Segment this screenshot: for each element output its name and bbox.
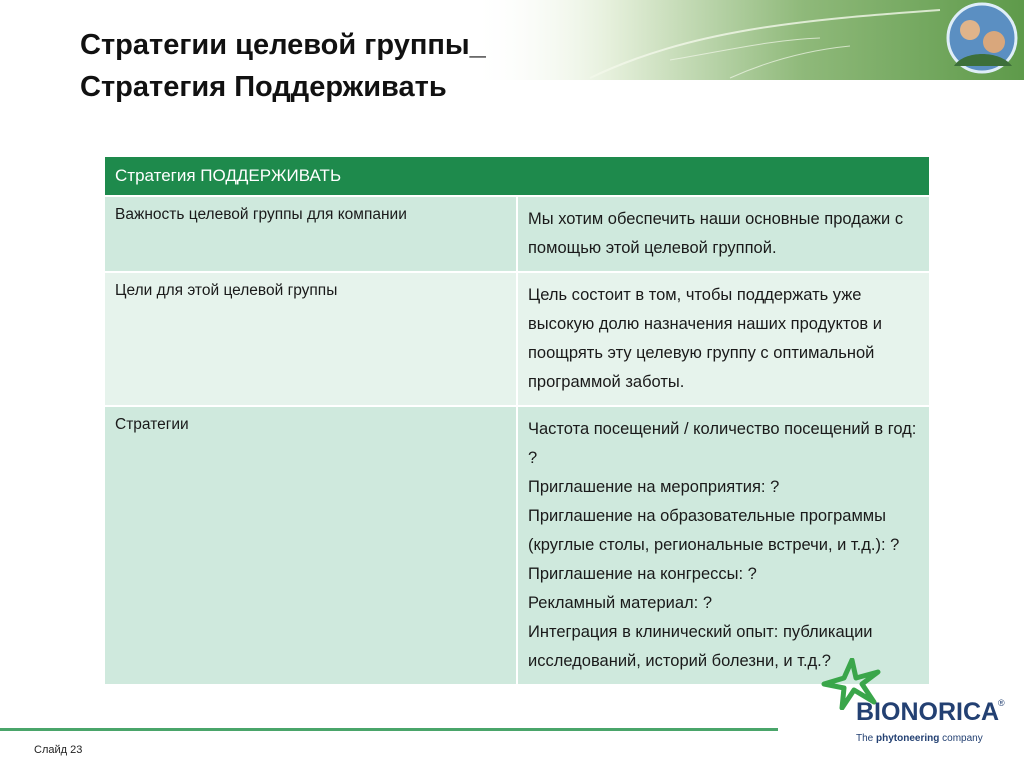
page-title-line-2: Стратегия Поддерживать: [80, 71, 447, 103]
logo-wordmark: BIONORICA: [856, 698, 1000, 726]
page-title-line-1: Стратегии целевой группы_: [80, 29, 486, 61]
row-value: [517, 196, 930, 272]
row-label: Цели для этой целевой группы: [104, 272, 517, 406]
table-row: [104, 272, 930, 406]
row-value: [517, 272, 930, 406]
tagline-brand: phytoneering: [876, 733, 940, 744]
row-value-line: Рекламный материал: ?: [528, 594, 713, 612]
row-value-line: Мы хотим обеспечить наши основные продажи с помощью этой целевой группой.: [528, 210, 904, 257]
row-value-line: Приглашение на образовательные программы (круглые столы, региональные встречи, и т.д.): ?: [528, 507, 900, 554]
row-label: Важность целевой группы для компании: [104, 196, 517, 272]
registered-mark: ®: [998, 698, 1005, 708]
row-value-line: Частота посещений / количество посещений в год: ?: [528, 420, 917, 467]
table-row: [104, 196, 930, 272]
tagline-prefix: The: [856, 733, 877, 744]
row-value: [517, 406, 930, 685]
row-label: Стратегии: [104, 406, 517, 685]
footer-divider: [0, 728, 778, 731]
row-value-line: Приглашение на мероприятия: ?: [528, 478, 780, 496]
table-row: [104, 406, 930, 685]
slide-number: Слайд 23: [34, 744, 83, 756]
logo-tagline: [856, 733, 983, 744]
bionorica-logo: [820, 658, 1010, 750]
tagline-suffix: company: [939, 733, 983, 744]
table-header: Стратегия ПОДДЕРЖИВАТЬ: [104, 156, 930, 196]
page-title: [80, 24, 680, 108]
row-value-line: Цель состоит в том, чтобы поддержать уже высокую долю назначения наших продуктов и поощрять эту целевую группу с оптимальной программой заботы.: [528, 286, 882, 391]
row-value-line: Приглашение на конгрессы: ?: [528, 565, 757, 583]
row-value-line: Интеграция в клинический опыт: публикации исследований, историй болезни, и т.д.?: [528, 623, 873, 670]
strategy-table: [103, 155, 931, 686]
